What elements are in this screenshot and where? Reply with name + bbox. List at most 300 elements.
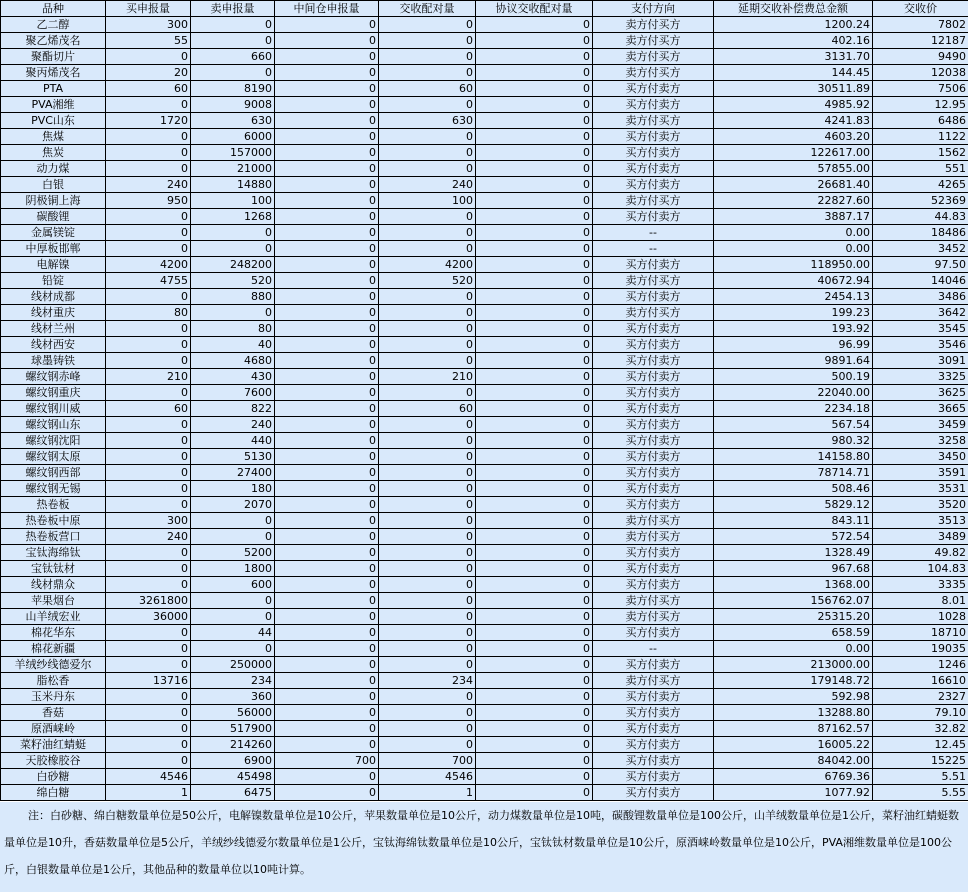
cell-matched: 60: [379, 401, 476, 417]
cell-matched: 100: [379, 193, 476, 209]
cell-sell-declared: 250000: [191, 657, 275, 673]
cell-agreement-matched: 0: [476, 641, 593, 657]
cell-intermediate-declared: 0: [275, 97, 379, 113]
cell-variety: 聚丙烯茂名: [1, 65, 106, 81]
cell-delivery-price: 3335: [873, 577, 968, 593]
cell-delivery-price: 5.51: [873, 769, 968, 785]
cell-variety: 线材重庆: [1, 305, 106, 321]
cell-intermediate-declared: 0: [275, 337, 379, 353]
cell-payment-direction: 卖方付买方: [593, 65, 714, 81]
table-row: [1, 321, 968, 337]
cell-agreement-matched: 0: [476, 449, 593, 465]
cell-variety: 线材鼎众: [1, 577, 106, 593]
cell-buy-declared: 0: [106, 657, 191, 673]
cell-compensation-total: 6769.36: [714, 769, 873, 785]
cell-matched: 700: [379, 753, 476, 769]
cell-buy-declared: 4546: [106, 769, 191, 785]
table-row: [1, 385, 968, 401]
cell-compensation-total: 658.59: [714, 625, 873, 641]
cell-compensation-total: 26681.40: [714, 177, 873, 193]
cell-matched: 0: [379, 497, 476, 513]
cell-sell-declared: 1800: [191, 561, 275, 577]
cell-agreement-matched: 0: [476, 769, 593, 785]
cell-payment-direction: 买方付卖方: [593, 417, 714, 433]
table-row: [1, 641, 968, 657]
cell-compensation-total: 84042.00: [714, 753, 873, 769]
cell-delivery-price: 14046: [873, 273, 968, 289]
table-row: [1, 545, 968, 561]
cell-sell-declared: 0: [191, 17, 275, 33]
cell-payment-direction: 买方付卖方: [593, 561, 714, 577]
cell-matched: 0: [379, 417, 476, 433]
cell-delivery-price: 3258: [873, 433, 968, 449]
cell-sell-declared: 0: [191, 241, 275, 257]
cell-compensation-total: 3887.17: [714, 209, 873, 225]
cell-buy-declared: 0: [106, 337, 191, 353]
cell-compensation-total: 193.92: [714, 321, 873, 337]
cell-payment-direction: 买方付卖方: [593, 657, 714, 673]
cell-compensation-total: 4241.83: [714, 113, 873, 129]
cell-sell-declared: 600: [191, 577, 275, 593]
cell-agreement-matched: 0: [476, 577, 593, 593]
cell-agreement-matched: 0: [476, 737, 593, 753]
cell-matched: 0: [379, 433, 476, 449]
cell-sell-declared: 0: [191, 305, 275, 321]
cell-delivery-price: 18486: [873, 225, 968, 241]
cell-agreement-matched: 0: [476, 209, 593, 225]
cell-agreement-matched: 0: [476, 289, 593, 305]
cell-buy-declared: 13716: [106, 673, 191, 689]
table-header-row: [1, 1, 968, 17]
cell-delivery-price: 3545: [873, 321, 968, 337]
cell-matched: 0: [379, 337, 476, 353]
cell-agreement-matched: 0: [476, 129, 593, 145]
cell-delivery-price: 3531: [873, 481, 968, 497]
cell-matched: 0: [379, 641, 476, 657]
cell-matched: 240: [379, 177, 476, 193]
cell-sell-declared: 157000: [191, 145, 275, 161]
cell-matched: 0: [379, 737, 476, 753]
cell-agreement-matched: 0: [476, 657, 593, 673]
cell-buy-declared: 0: [106, 241, 191, 257]
cell-intermediate-declared: 0: [275, 33, 379, 49]
cell-payment-direction: 卖方付买方: [593, 113, 714, 129]
cell-variety: 碳酸锂: [1, 209, 106, 225]
cell-payment-direction: 买方付卖方: [593, 481, 714, 497]
cell-variety: 宝钛海绵钛: [1, 545, 106, 561]
cell-payment-direction: 买方付卖方: [593, 321, 714, 337]
cell-delivery-price: 1122: [873, 129, 968, 145]
cell-intermediate-declared: 0: [275, 225, 379, 241]
cell-sell-declared: 430: [191, 369, 275, 385]
header-payment-direction: 支付方向: [593, 1, 714, 17]
cell-sell-declared: 0: [191, 65, 275, 81]
cell-agreement-matched: 0: [476, 273, 593, 289]
cell-agreement-matched: 0: [476, 369, 593, 385]
cell-buy-declared: 0: [106, 449, 191, 465]
cell-sell-declared: 880: [191, 289, 275, 305]
table-row: [1, 593, 968, 609]
cell-sell-declared: 440: [191, 433, 275, 449]
cell-matched: 0: [379, 161, 476, 177]
cell-compensation-total: 967.68: [714, 561, 873, 577]
cell-intermediate-declared: 0: [275, 449, 379, 465]
cell-variety: PTA: [1, 81, 106, 97]
cell-variety: 动力煤: [1, 161, 106, 177]
cell-intermediate-declared: 0: [275, 673, 379, 689]
cell-sell-declared: 6475: [191, 785, 275, 801]
table-row: [1, 785, 968, 801]
table-row: [1, 657, 968, 673]
table-row: [1, 65, 968, 81]
table-row: [1, 513, 968, 529]
cell-variety: 聚酯切片: [1, 49, 106, 65]
cell-agreement-matched: 0: [476, 545, 593, 561]
cell-variety: 阴极铜上海: [1, 193, 106, 209]
cell-variety: 螺纹钢重庆: [1, 385, 106, 401]
cell-matched: 0: [379, 609, 476, 625]
cell-matched: 210: [379, 369, 476, 385]
cell-compensation-total: 87162.57: [714, 721, 873, 737]
cell-delivery-price: 3546: [873, 337, 968, 353]
cell-variety: 菜籽油红蜻蜓: [1, 737, 106, 753]
cell-matched: 0: [379, 241, 476, 257]
table-row: [1, 369, 968, 385]
cell-buy-declared: 0: [106, 577, 191, 593]
cell-compensation-total: 118950.00: [714, 257, 873, 273]
cell-delivery-price: 12038: [873, 65, 968, 81]
cell-delivery-price: 104.83: [873, 561, 968, 577]
cell-compensation-total: 25315.20: [714, 609, 873, 625]
table-row: [1, 17, 968, 33]
cell-matched: 4546: [379, 769, 476, 785]
table-row: [1, 225, 968, 241]
cell-delivery-price: 4265: [873, 177, 968, 193]
cell-sell-declared: 0: [191, 609, 275, 625]
cell-matched: 0: [379, 385, 476, 401]
cell-intermediate-declared: 0: [275, 561, 379, 577]
table-row: [1, 161, 968, 177]
cell-buy-declared: 0: [106, 161, 191, 177]
cell-intermediate-declared: 0: [275, 385, 379, 401]
cell-compensation-total: 2234.18: [714, 401, 873, 417]
cell-payment-direction: --: [593, 241, 714, 257]
cell-compensation-total: 1200.24: [714, 17, 873, 33]
cell-buy-declared: 950: [106, 193, 191, 209]
table-row: [1, 689, 968, 705]
cell-intermediate-declared: 0: [275, 81, 379, 97]
cell-matched: 0: [379, 353, 476, 369]
cell-matched: 0: [379, 17, 476, 33]
cell-payment-direction: 卖方付买方: [593, 17, 714, 33]
header-variety: 品种: [1, 1, 106, 17]
cell-agreement-matched: 0: [476, 49, 593, 65]
cell-delivery-price: 1562: [873, 145, 968, 161]
cell-variety: 线材兰州: [1, 321, 106, 337]
cell-agreement-matched: 0: [476, 721, 593, 737]
cell-delivery-price: 52369: [873, 193, 968, 209]
cell-intermediate-declared: 0: [275, 401, 379, 417]
cell-variety: 热卷板营口: [1, 529, 106, 545]
cell-variety: 螺纹钢西部: [1, 465, 106, 481]
cell-payment-direction: 买方付卖方: [593, 353, 714, 369]
cell-variety: 白砂糖: [1, 769, 106, 785]
cell-sell-declared: 234: [191, 673, 275, 689]
cell-buy-declared: 0: [106, 353, 191, 369]
cell-agreement-matched: 0: [476, 561, 593, 577]
cell-matched: 0: [379, 449, 476, 465]
cell-compensation-total: 144.45: [714, 65, 873, 81]
cell-agreement-matched: 0: [476, 593, 593, 609]
cell-agreement-matched: 0: [476, 225, 593, 241]
cell-payment-direction: 买方付卖方: [593, 145, 714, 161]
table-row: [1, 577, 968, 593]
cell-sell-declared: 44: [191, 625, 275, 641]
cell-sell-declared: 56000: [191, 705, 275, 721]
cell-compensation-total: 179148.72: [714, 673, 873, 689]
cell-buy-declared: 0: [106, 481, 191, 497]
cell-payment-direction: 买方付卖方: [593, 257, 714, 273]
cell-agreement-matched: 0: [476, 401, 593, 417]
cell-delivery-price: 15225: [873, 753, 968, 769]
cell-buy-declared: 300: [106, 513, 191, 529]
cell-buy-declared: 60: [106, 401, 191, 417]
cell-sell-declared: 0: [191, 225, 275, 241]
cell-matched: 0: [379, 577, 476, 593]
cell-buy-declared: 0: [106, 561, 191, 577]
cell-buy-declared: 240: [106, 529, 191, 545]
cell-intermediate-declared: 0: [275, 305, 379, 321]
cell-matched: 234: [379, 673, 476, 689]
cell-sell-declared: 822: [191, 401, 275, 417]
cell-buy-declared: 0: [106, 225, 191, 241]
table-row: [1, 561, 968, 577]
cell-payment-direction: 卖方付买方: [593, 49, 714, 65]
cell-variety: 热卷板中原: [1, 513, 106, 529]
cell-variety: 焦煤: [1, 129, 106, 145]
cell-payment-direction: 买方付卖方: [593, 129, 714, 145]
table-row: [1, 753, 968, 769]
cell-intermediate-declared: 0: [275, 145, 379, 161]
cell-variety: 铅锭: [1, 273, 106, 289]
header-sell-declared: 卖申报量: [191, 1, 275, 17]
cell-matched: 0: [379, 593, 476, 609]
cell-compensation-total: 402.16: [714, 33, 873, 49]
cell-matched: 0: [379, 321, 476, 337]
cell-delivery-price: 3325: [873, 369, 968, 385]
cell-matched: 0: [379, 97, 476, 113]
cell-payment-direction: 买方付卖方: [593, 689, 714, 705]
cell-buy-declared: 0: [106, 497, 191, 513]
table-row: [1, 129, 968, 145]
cell-sell-declared: 0: [191, 641, 275, 657]
cell-sell-declared: 80: [191, 321, 275, 337]
cell-buy-declared: 0: [106, 545, 191, 561]
cell-matched: 60: [379, 81, 476, 97]
cell-payment-direction: 买方付卖方: [593, 465, 714, 481]
cell-intermediate-declared: 0: [275, 353, 379, 369]
cell-variety: 香菇: [1, 705, 106, 721]
table-row: [1, 97, 968, 113]
cell-intermediate-declared: 0: [275, 209, 379, 225]
cell-variety: 螺纹钢沈阳: [1, 433, 106, 449]
cell-matched: 0: [379, 209, 476, 225]
cell-sell-declared: 9008: [191, 97, 275, 113]
cell-compensation-total: 156762.07: [714, 593, 873, 609]
cell-buy-declared: 0: [106, 753, 191, 769]
cell-sell-declared: 6900: [191, 753, 275, 769]
cell-sell-declared: 517900: [191, 721, 275, 737]
table-row: [1, 497, 968, 513]
cell-sell-declared: 360: [191, 689, 275, 705]
cell-buy-declared: 36000: [106, 609, 191, 625]
cell-matched: 0: [379, 561, 476, 577]
cell-intermediate-declared: 0: [275, 497, 379, 513]
cell-intermediate-declared: 0: [275, 737, 379, 753]
cell-variety: 螺纹钢山东: [1, 417, 106, 433]
cell-payment-direction: 卖方付买方: [593, 593, 714, 609]
cell-intermediate-declared: 0: [275, 49, 379, 65]
cell-payment-direction: 买方付卖方: [593, 449, 714, 465]
cell-sell-declared: 14880: [191, 177, 275, 193]
cell-sell-declared: 0: [191, 33, 275, 49]
table-row: [1, 609, 968, 625]
cell-delivery-price: 16610: [873, 673, 968, 689]
cell-intermediate-declared: 0: [275, 193, 379, 209]
cell-variety: PVC山东: [1, 113, 106, 129]
cell-delivery-price: 97.50: [873, 257, 968, 273]
cell-delivery-price: 7802: [873, 17, 968, 33]
cell-compensation-total: 1368.00: [714, 577, 873, 593]
cell-payment-direction: 买方付卖方: [593, 385, 714, 401]
cell-delivery-price: 1028: [873, 609, 968, 625]
cell-payment-direction: 买方付卖方: [593, 705, 714, 721]
cell-intermediate-declared: 0: [275, 273, 379, 289]
cell-delivery-price: 9490: [873, 49, 968, 65]
cell-matched: 630: [379, 113, 476, 129]
cell-agreement-matched: 0: [476, 433, 593, 449]
cell-compensation-total: 592.98: [714, 689, 873, 705]
cell-delivery-price: 6486: [873, 113, 968, 129]
cell-matched: 0: [379, 689, 476, 705]
cell-payment-direction: 买方付卖方: [593, 545, 714, 561]
cell-variety: 脂松香: [1, 673, 106, 689]
cell-delivery-price: 3452: [873, 241, 968, 257]
cell-payment-direction: 买方付卖方: [593, 81, 714, 97]
cell-sell-declared: 5200: [191, 545, 275, 561]
cell-sell-declared: 45498: [191, 769, 275, 785]
cell-agreement-matched: 0: [476, 513, 593, 529]
cell-matched: 1: [379, 785, 476, 801]
cell-payment-direction: 买方付卖方: [593, 577, 714, 593]
cell-intermediate-declared: 0: [275, 481, 379, 497]
table-body: [1, 17, 968, 801]
cell-intermediate-declared: 0: [275, 129, 379, 145]
cell-payment-direction: 卖方付买方: [593, 33, 714, 49]
table-row: [1, 289, 968, 305]
cell-delivery-price: 5.55: [873, 785, 968, 801]
cell-agreement-matched: 0: [476, 17, 593, 33]
cell-variety: 球墨铸铁: [1, 353, 106, 369]
cell-matched: 0: [379, 305, 476, 321]
table-row: [1, 449, 968, 465]
cell-compensation-total: 567.54: [714, 417, 873, 433]
cell-compensation-total: 1077.92: [714, 785, 873, 801]
cell-sell-declared: 7600: [191, 385, 275, 401]
cell-buy-declared: 4755: [106, 273, 191, 289]
table-row: [1, 529, 968, 545]
cell-sell-declared: 40: [191, 337, 275, 353]
header-buy-declared: 买申报量: [106, 1, 191, 17]
cell-buy-declared: 3261800: [106, 593, 191, 609]
header-compensation-total: 延期交收补偿费总金额: [714, 1, 873, 17]
cell-sell-declared: 248200: [191, 257, 275, 273]
cell-sell-declared: 214260: [191, 737, 275, 753]
cell-delivery-price: 551: [873, 161, 968, 177]
table-row: [1, 273, 968, 289]
cell-buy-declared: 0: [106, 465, 191, 481]
cell-compensation-total: 5829.12: [714, 497, 873, 513]
cell-agreement-matched: 0: [476, 161, 593, 177]
cell-buy-declared: 4200: [106, 257, 191, 273]
cell-agreement-matched: 0: [476, 241, 593, 257]
table-row: [1, 433, 968, 449]
cell-sell-declared: 0: [191, 513, 275, 529]
cell-delivery-price: 3486: [873, 289, 968, 305]
cell-variety: 玉米丹东: [1, 689, 106, 705]
cell-matched: 0: [379, 49, 476, 65]
cell-payment-direction: 买方付卖方: [593, 401, 714, 417]
cell-compensation-total: 4603.20: [714, 129, 873, 145]
table-row: [1, 305, 968, 321]
table-row: [1, 353, 968, 369]
cell-intermediate-declared: 0: [275, 721, 379, 737]
cell-buy-declared: 20: [106, 65, 191, 81]
cell-buy-declared: 0: [106, 705, 191, 721]
cell-variety: 白银: [1, 177, 106, 193]
cell-payment-direction: 买方付卖方: [593, 161, 714, 177]
table-row: [1, 625, 968, 641]
cell-intermediate-declared: 0: [275, 577, 379, 593]
cell-delivery-price: 19035: [873, 641, 968, 657]
cell-sell-declared: 0: [191, 529, 275, 545]
cell-buy-declared: 0: [106, 417, 191, 433]
cell-payment-direction: 买方付卖方: [593, 97, 714, 113]
cell-variety: 螺纹钢无锡: [1, 481, 106, 497]
header-intermediate-declared: 中间仓申报量: [275, 1, 379, 17]
cell-variety: 线材西安: [1, 337, 106, 353]
cell-buy-declared: 0: [106, 737, 191, 753]
cell-delivery-price: 3450: [873, 449, 968, 465]
cell-sell-declared: 630: [191, 113, 275, 129]
cell-intermediate-declared: 0: [275, 513, 379, 529]
cell-sell-declared: 180: [191, 481, 275, 497]
cell-intermediate-declared: 0: [275, 177, 379, 193]
cell-compensation-total: 96.99: [714, 337, 873, 353]
cell-intermediate-declared: 0: [275, 289, 379, 305]
cell-intermediate-declared: 0: [275, 769, 379, 785]
cell-delivery-price: 18710: [873, 625, 968, 641]
cell-compensation-total: 508.46: [714, 481, 873, 497]
cell-variety: 聚乙烯茂名: [1, 33, 106, 49]
cell-matched: 0: [379, 65, 476, 81]
table-row: [1, 481, 968, 497]
cell-matched: 0: [379, 481, 476, 497]
cell-variety: 棉花新疆: [1, 641, 106, 657]
cell-buy-declared: 0: [106, 721, 191, 737]
cell-matched: 0: [379, 465, 476, 481]
cell-delivery-price: 3591: [873, 465, 968, 481]
